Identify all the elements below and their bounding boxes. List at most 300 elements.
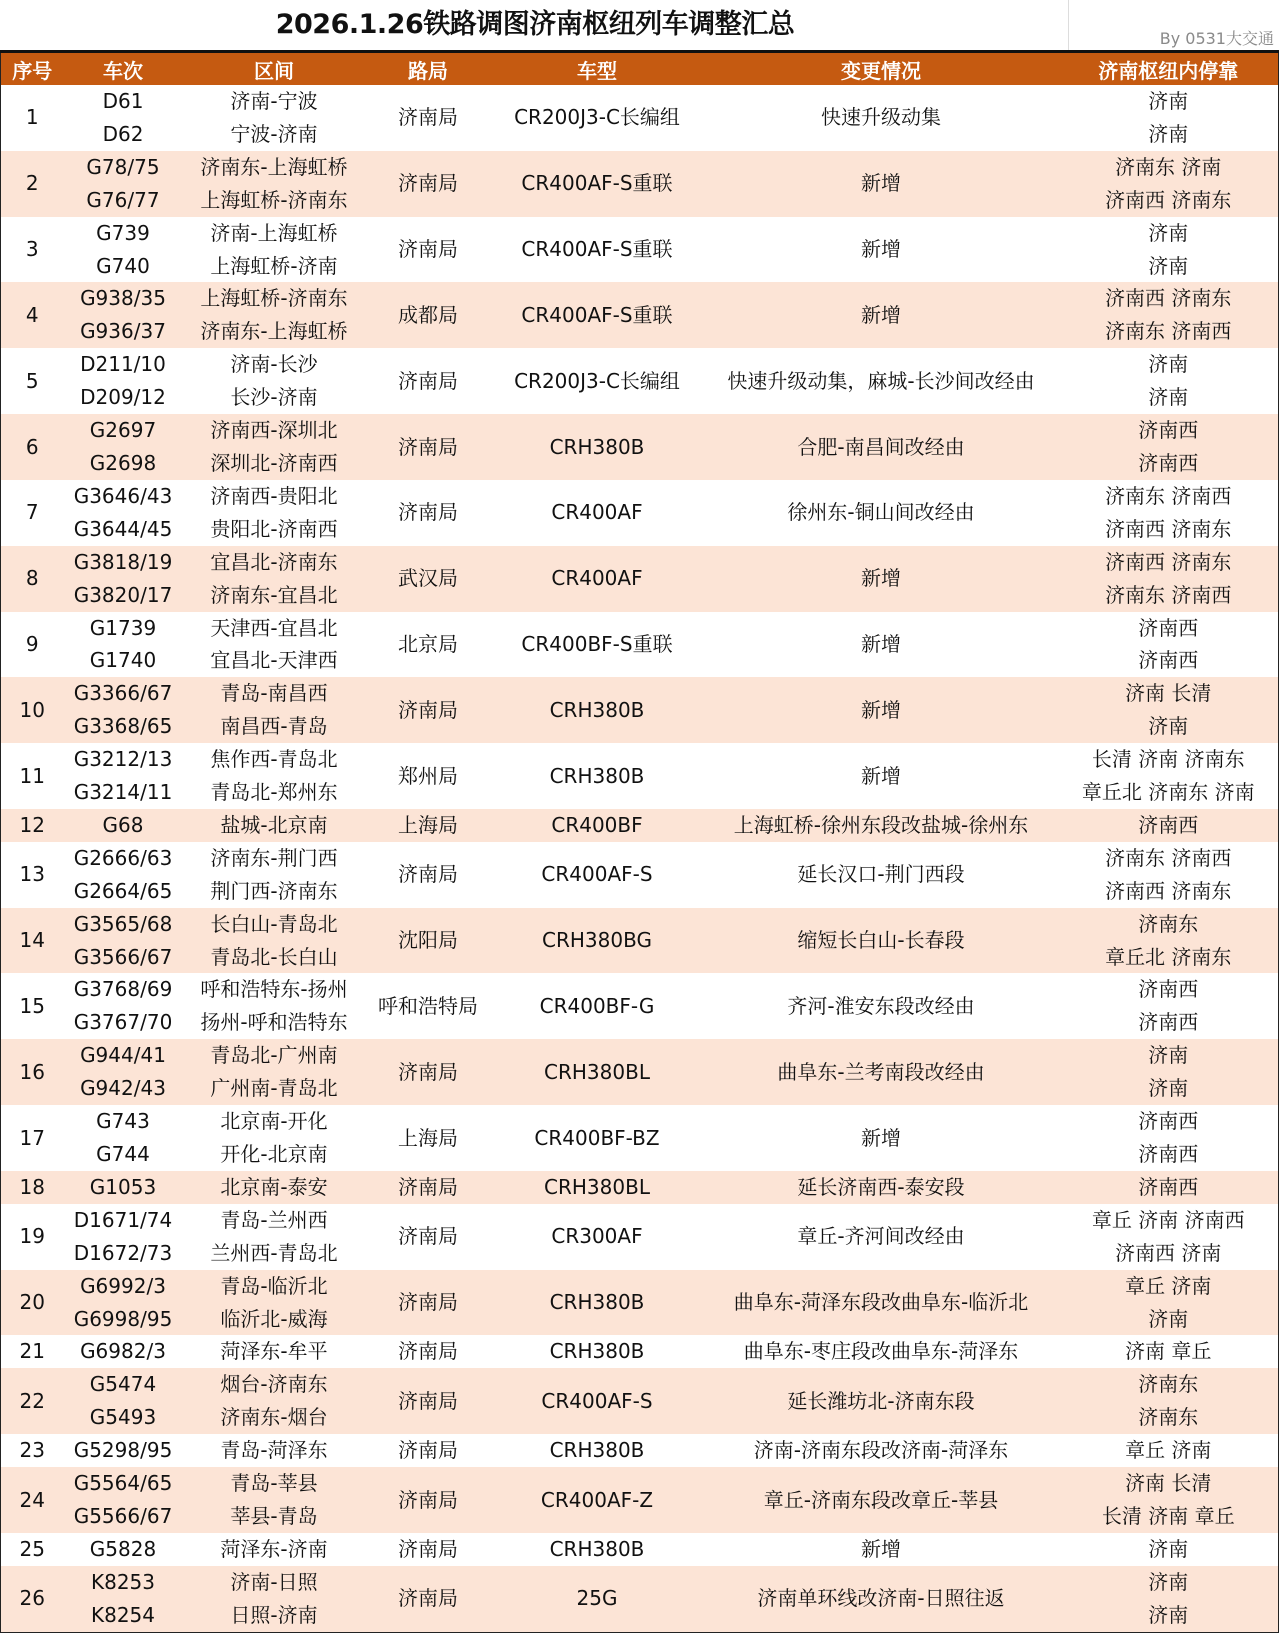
route-sections-line: 济南-上海虹桥 <box>210 220 338 245</box>
row-number: 7 <box>25 500 39 525</box>
column-header-change: 变更情况 <box>704 52 1059 86</box>
row-number: 15 <box>19 993 45 1018</box>
jinan-stops-line: 济南 <box>1148 121 1189 146</box>
train-numbers-line: G3768/69 <box>73 977 173 1002</box>
jinan-stops <box>1059 151 1279 217</box>
train-numbers-line: D209/12 <box>80 385 166 410</box>
train-numbers-line: G1739 <box>89 615 157 640</box>
route-sections <box>183 677 366 743</box>
train-numbers-line: G5566/67 <box>73 1503 173 1528</box>
change-description: 新增 <box>861 1125 901 1150</box>
train-model: CR400BF <box>491 809 704 842</box>
jinan-stops-line: 济南西 <box>1138 615 1199 640</box>
table-row <box>1 908 1279 974</box>
jinan-stops <box>1059 1270 1279 1336</box>
route-sections-line: 上海虹桥-济南东 <box>200 286 348 311</box>
jinan-stops <box>1059 677 1279 743</box>
jinan-stops <box>1059 1039 1279 1105</box>
row-number: 14 <box>1 908 64 974</box>
train-numbers-line: G740 <box>96 253 150 278</box>
route-sections-line: 深圳北-济南西 <box>210 450 338 475</box>
train-numbers-line: G3366/67 <box>73 681 173 706</box>
railway-bureau: 成都局 <box>366 282 491 348</box>
table-row <box>1 1335 1279 1368</box>
route-sections-line: 青岛-菏泽东 <box>220 1438 328 1463</box>
change-description: 上海虹桥-徐州东段改盐城-徐州东 <box>704 809 1059 842</box>
train-model: 25G <box>491 1566 704 1632</box>
route-sections-line: 宜昌北-天津西 <box>210 648 338 673</box>
train-model: CR400AF-S <box>491 1368 704 1434</box>
jinan-stops <box>1059 1467 1279 1533</box>
change-description: 曲阜东-菏泽东段改曲阜东-临沂北 <box>704 1270 1059 1336</box>
train-numbers <box>64 1335 183 1368</box>
route-sections <box>183 1171 366 1204</box>
route-sections-line: 青岛北-郑州东 <box>210 780 338 805</box>
jinan-stops-line: 济南西 济南东 <box>1105 549 1232 574</box>
jinan-stops <box>1059 1533 1279 1566</box>
train-model: CRH380B <box>491 677 704 743</box>
row-number: 6 <box>1 414 64 480</box>
table-row <box>1 973 1279 1039</box>
train-numbers <box>64 677 183 743</box>
jinan-stops <box>1059 612 1279 678</box>
train-numbers-line: D1672/73 <box>73 1240 173 1265</box>
change-description: 章丘-齐河间改经由 <box>797 1224 965 1249</box>
route-sections <box>183 842 366 908</box>
train-numbers-line: G3767/70 <box>73 1010 173 1035</box>
column-header-bureau: 路局 <box>366 52 491 86</box>
route-sections-line: 济南西-深圳北 <box>210 418 338 443</box>
jinan-stops-line: 济南西 济南东 <box>1105 286 1232 311</box>
route-sections <box>183 480 366 546</box>
jinan-stops-line: 济南西 济南东 <box>1105 187 1232 212</box>
train-model: CR400AF-S <box>541 862 653 887</box>
row-number: 11 <box>19 763 45 788</box>
table-row <box>1 1204 1279 1270</box>
route-sections <box>183 1566 366 1632</box>
route-sections-line: 兰州西-青岛北 <box>210 1240 338 1265</box>
table-row <box>1 282 1279 348</box>
table-row <box>1 348 1279 414</box>
route-sections <box>183 1039 366 1105</box>
change-description: 延长济南西-泰安段 <box>704 1171 1059 1204</box>
route-sections <box>183 908 366 974</box>
jinan-stops-line: 济南东 <box>1138 1372 1199 1397</box>
jinan-stops-line: 济南 <box>1148 714 1189 739</box>
train-numbers-line: G3818/19 <box>73 549 173 574</box>
train-model: CR400BF-G <box>539 993 655 1018</box>
table-row <box>1 1533 1279 1566</box>
table-row <box>1 809 1279 842</box>
route-sections-line: 扬州-呼和浩特东 <box>200 1010 348 1035</box>
change-description: 快速升级动集，麻城-长沙间改经由 <box>727 368 1035 393</box>
route-sections-line: 临沂北-威海 <box>220 1306 328 1331</box>
train-numbers <box>64 1533 183 1566</box>
jinan-stops-line: 济南东 济南 <box>1115 154 1222 179</box>
row-number: 22 <box>1 1368 64 1434</box>
train-numbers-line: G3820/17 <box>73 582 173 607</box>
jinan-stops-line: 济南 <box>1148 1306 1189 1331</box>
column-header-stops: 济南枢纽内停靠 <box>1059 52 1279 86</box>
route-sections-line: 广州南-青岛北 <box>210 1076 338 1101</box>
railway-bureau: 济南局 <box>398 105 458 130</box>
train-numbers <box>64 612 183 678</box>
change-description: 快速升级动集 <box>821 105 941 130</box>
train-numbers-line: G68 <box>102 812 144 837</box>
train-numbers <box>64 1467 183 1533</box>
jinan-stops-line: 济南东 济南西 <box>1105 483 1232 508</box>
jinan-stops-line: 长清 济南 济南东 <box>1091 747 1245 772</box>
train-numbers <box>64 908 183 974</box>
railway-bureau: 沈阳局 <box>366 908 491 974</box>
jinan-stops-line: 济南东 <box>1138 1405 1199 1430</box>
route-sections-line: 青岛-南昌西 <box>220 681 328 706</box>
train-model: CR400AF <box>551 500 643 525</box>
railway-bureau: 济南局 <box>366 1270 491 1336</box>
jinan-stops-line: 济南 <box>1148 1602 1189 1627</box>
route-sections-line: 宜昌北-济南东 <box>210 549 338 574</box>
column-header-train: 车次 <box>64 52 183 86</box>
change-description: 新增 <box>704 677 1059 743</box>
change-description: 新增 <box>861 763 901 788</box>
adjustment-table <box>0 50 1279 1633</box>
train-numbers-line: G2664/65 <box>73 878 173 903</box>
train-numbers-line: G3368/65 <box>73 714 173 739</box>
route-sections-line: 开化-北京南 <box>220 1142 328 1166</box>
route-sections <box>183 612 366 678</box>
row-number: 12 <box>1 809 64 842</box>
railway-bureau: 济南局 <box>366 151 491 217</box>
change-description: 曲阜东-兰考南段改经由 <box>704 1039 1059 1105</box>
route-sections-line: 呼和浩特东-扬州 <box>200 977 348 1002</box>
train-numbers-line: G743 <box>96 1109 150 1134</box>
jinan-stops-line: 长清 济南 章丘 <box>1101 1503 1235 1528</box>
jinan-stops <box>1059 1171 1279 1204</box>
railway-bureau: 呼和浩特局 <box>378 993 478 1018</box>
jinan-stops <box>1059 348 1279 414</box>
railway-bureau: 济南局 <box>398 1536 458 1561</box>
train-numbers-line: G2666/63 <box>73 845 173 870</box>
jinan-stops-line: 济南东 济南西 <box>1105 319 1232 344</box>
jinan-stops-line: 章丘 济南 济南西 <box>1091 1207 1245 1232</box>
change-description: 徐州东-铜山间改经由 <box>787 500 975 525</box>
row-number: 13 <box>19 862 45 887</box>
jinan-stops-line: 济南西 <box>1138 1174 1199 1199</box>
route-sections-line: 北京南-开化 <box>220 1109 328 1134</box>
train-numbers-line: G2698 <box>89 450 157 475</box>
route-sections <box>183 1204 366 1270</box>
train-numbers <box>64 743 183 809</box>
credit-text: By 0531大交通 <box>1159 29 1274 48</box>
jinan-stops-line: 济南西 <box>1138 418 1199 443</box>
train-model: CRH380BG <box>491 908 704 974</box>
train-numbers-line: G942/43 <box>80 1076 166 1101</box>
route-sections-line: 青岛-莘县 <box>230 1471 318 1496</box>
jinan-stops-line: 济南 章丘 <box>1125 1339 1212 1364</box>
jinan-stops <box>1059 414 1279 480</box>
train-model: CRH380B <box>549 1438 645 1463</box>
train-numbers <box>64 85 183 151</box>
jinan-stops-line: 章丘北 济南东 <box>1105 944 1232 969</box>
train-numbers <box>64 809 183 842</box>
table-row <box>1 480 1279 546</box>
railway-bureau: 济南局 <box>398 1224 458 1249</box>
jinan-stops-line: 济南西 <box>1138 1142 1199 1166</box>
train-numbers-line: G6992/3 <box>80 1273 166 1298</box>
jinan-stops-line: 济南 <box>1148 1569 1189 1594</box>
train-numbers-line: G5474 <box>89 1372 157 1397</box>
train-model: CRH380B <box>491 1270 704 1336</box>
row-number: 1 <box>25 105 39 130</box>
change-description: 新增 <box>704 151 1059 217</box>
jinan-stops <box>1059 1434 1279 1467</box>
row-number: 24 <box>1 1467 64 1533</box>
jinan-stops-line: 济南 <box>1148 220 1189 245</box>
train-numbers <box>64 480 183 546</box>
train-numbers-line: K8253 <box>90 1569 155 1594</box>
jinan-stops-line: 济南 <box>1148 1536 1189 1561</box>
row-number: 8 <box>1 546 64 612</box>
route-sections-line: 北京南-泰安 <box>220 1174 328 1199</box>
train-numbers <box>64 1270 183 1336</box>
route-sections <box>183 1467 366 1533</box>
route-sections-line: 荆门西-济南东 <box>210 878 338 903</box>
route-sections-line: 济南-日照 <box>230 1569 318 1594</box>
table-row <box>1 1368 1279 1434</box>
railway-bureau: 济南局 <box>366 414 491 480</box>
railway-bureau: 北京局 <box>398 631 458 656</box>
jinan-stops-line: 济南西 济南 <box>1115 1240 1222 1265</box>
change-description: 延长潍坊北-济南东段 <box>704 1368 1059 1434</box>
table-row <box>1 677 1279 743</box>
route-sections <box>183 973 366 1039</box>
jinan-stops-line: 济南西 济南东 <box>1105 878 1232 903</box>
train-numbers-line: G3646/43 <box>73 483 173 508</box>
train-numbers <box>64 282 183 348</box>
railway-bureau: 上海局 <box>398 1125 458 1150</box>
train-model: CRH380B <box>549 763 645 788</box>
railway-bureau: 济南局 <box>366 1467 491 1533</box>
column-header-model: 车型 <box>491 52 704 86</box>
train-model: CRH380B <box>549 1339 645 1364</box>
jinan-stops <box>1059 1204 1279 1270</box>
route-sections <box>183 85 366 151</box>
route-sections <box>183 217 366 283</box>
route-sections-line: 济南-长沙 <box>230 352 318 377</box>
train-model: CR400AF-S重联 <box>491 282 704 348</box>
route-sections-line: 贵阳北-济南西 <box>210 516 338 541</box>
railway-bureau: 济南局 <box>366 1566 491 1632</box>
table-row <box>1 1467 1279 1533</box>
railway-bureau: 济南局 <box>398 1438 458 1463</box>
table-row <box>1 1566 1279 1632</box>
route-sections-line: 济南东-上海虹桥 <box>200 154 348 179</box>
change-description: 济南单环线改济南-日照往返 <box>704 1566 1059 1632</box>
railway-bureau: 济南局 <box>366 1368 491 1434</box>
train-numbers-line: G739 <box>96 220 150 245</box>
row-number: 2 <box>1 151 64 217</box>
train-numbers-line: G5493 <box>89 1405 157 1430</box>
train-numbers <box>64 1105 183 1171</box>
train-model: CRH380BL <box>491 1039 704 1105</box>
train-numbers <box>64 1368 183 1434</box>
train-numbers <box>64 842 183 908</box>
railway-bureau: 济南局 <box>366 1171 491 1204</box>
row-number: 19 <box>19 1224 45 1249</box>
route-sections-line: 长沙-济南 <box>230 385 318 410</box>
jinan-stops-line: 济南西 <box>1138 1010 1199 1035</box>
jinan-stops <box>1059 480 1279 546</box>
route-sections-line: 济南东-宜昌北 <box>210 582 338 607</box>
route-sections-line: 济南-宁波 <box>230 89 318 113</box>
jinan-stops <box>1059 1566 1279 1632</box>
train-numbers-line: G3565/68 <box>73 911 173 936</box>
table-row <box>1 85 1279 151</box>
train-numbers-line: G2697 <box>89 418 157 443</box>
train-model: CR200J3-C长编组 <box>514 368 680 393</box>
row-number: 26 <box>1 1566 64 1632</box>
jinan-stops <box>1059 842 1279 908</box>
route-sections <box>183 1434 366 1467</box>
train-numbers-line: G936/37 <box>80 319 166 344</box>
route-sections-line: 宁波-济南 <box>230 121 318 146</box>
route-sections-line: 菏泽东-牟平 <box>220 1339 328 1364</box>
route-sections <box>183 282 366 348</box>
train-numbers <box>64 1204 183 1270</box>
train-numbers-line: G5828 <box>89 1536 157 1561</box>
train-model: CRH380B <box>491 414 704 480</box>
change-description: 齐河-淮安东段改经由 <box>787 993 975 1018</box>
jinan-stops <box>1059 1335 1279 1368</box>
route-sections-line: 日照-济南 <box>230 1602 318 1627</box>
train-model: CR400AF <box>491 546 704 612</box>
row-number: 17 <box>19 1125 45 1150</box>
railway-bureau: 郑州局 <box>398 763 458 788</box>
row-number: 9 <box>25 631 39 656</box>
table-row <box>1 1171 1279 1204</box>
route-sections-line: 上海虹桥-济南东 <box>200 187 348 212</box>
jinan-stops-line: 济南西 <box>1138 450 1199 475</box>
row-number: 16 <box>1 1039 64 1105</box>
jinan-stops <box>1059 546 1279 612</box>
jinan-stops <box>1059 973 1279 1039</box>
jinan-stops <box>1059 217 1279 283</box>
railway-bureau: 济南局 <box>366 1039 491 1105</box>
row-number: 3 <box>25 237 39 262</box>
change-description: 济南-济南东段改济南-菏泽东 <box>753 1438 1009 1463</box>
row-number: 5 <box>25 368 39 393</box>
row-number: 20 <box>1 1270 64 1336</box>
table-row <box>1 1105 1279 1171</box>
route-sections-line: 菏泽东-济南 <box>220 1536 328 1561</box>
train-numbers <box>64 1171 183 1204</box>
route-sections-line: 焦作西-青岛北 <box>210 747 338 772</box>
divider <box>1068 0 1069 50</box>
railway-bureau: 济南局 <box>398 862 458 887</box>
train-numbers <box>64 348 183 414</box>
train-numbers-line: G1053 <box>89 1174 157 1199</box>
train-numbers <box>64 1434 183 1467</box>
route-sections-line: 上海虹桥-济南 <box>210 253 338 278</box>
train-numbers-line: G3566/67 <box>73 944 173 969</box>
jinan-stops <box>1059 282 1279 348</box>
jinan-stops-line: 济南西 济南东 <box>1105 516 1232 541</box>
jinan-stops-line: 济南东 <box>1138 911 1199 936</box>
train-numbers-line: G744 <box>96 1142 150 1166</box>
jinan-stops-line: 济南西 <box>1138 977 1199 1002</box>
train-numbers <box>64 1566 183 1632</box>
railway-bureau: 上海局 <box>366 809 491 842</box>
table-row <box>1 842 1279 908</box>
route-sections <box>183 1105 366 1171</box>
route-sections-line: 莘县-青岛 <box>230 1503 318 1528</box>
train-numbers-line: G944/41 <box>80 1043 166 1068</box>
table-row <box>1 546 1279 612</box>
row-number: 18 <box>1 1171 64 1204</box>
route-sections-line: 济南东-烟台 <box>220 1405 328 1430</box>
railway-bureau: 济南局 <box>398 237 458 262</box>
train-model: CR400AF-S重联 <box>491 151 704 217</box>
train-numbers-line: K8254 <box>90 1602 155 1627</box>
route-sections-line: 青岛北-广州南 <box>210 1043 338 1068</box>
jinan-stops <box>1059 809 1279 842</box>
table-row <box>1 414 1279 480</box>
train-numbers-line: G6998/95 <box>73 1306 173 1331</box>
row-number: 21 <box>19 1339 45 1364</box>
train-numbers-line: G78/75 <box>86 154 160 179</box>
train-numbers-line: G1740 <box>89 648 157 673</box>
jinan-stops-line: 济南西 <box>1138 648 1199 673</box>
jinan-stops-line: 济南西 <box>1138 812 1199 837</box>
jinan-stops-line: 济南 长清 <box>1125 681 1212 706</box>
train-model: CR400AF-Z <box>491 1467 704 1533</box>
table-row <box>1 1434 1279 1467</box>
row-number: 23 <box>19 1438 45 1463</box>
railway-bureau: 济南局 <box>398 368 458 393</box>
table-header-row <box>1 52 1279 86</box>
train-numbers-line: G938/35 <box>80 286 166 311</box>
change-description: 新增 <box>861 237 901 262</box>
route-sections-line: 济南东-荆门西 <box>210 845 338 870</box>
route-sections-line: 南昌西-青岛 <box>220 714 328 739</box>
change-description: 章丘-济南东段改章丘-莘县 <box>704 1467 1059 1533</box>
train-numbers-line: D62 <box>102 121 144 146</box>
route-sections-line: 烟台-济南东 <box>220 1372 328 1397</box>
route-sections-line: 青岛北-长白山 <box>210 944 338 969</box>
table-row <box>1 612 1279 678</box>
train-numbers <box>64 546 183 612</box>
route-sections <box>183 1533 366 1566</box>
row-number: 4 <box>1 282 64 348</box>
train-numbers-line: G76/77 <box>86 187 160 212</box>
train-numbers-line: D1671/74 <box>73 1207 173 1232</box>
route-sections-line: 盐城-北京南 <box>220 812 328 837</box>
table-row <box>1 1270 1279 1336</box>
route-sections <box>183 1368 366 1434</box>
jinan-stops-line: 济南东 济南西 <box>1105 582 1232 607</box>
change-description: 新增 <box>704 282 1059 348</box>
jinan-stops-line: 济南 <box>1148 1076 1189 1101</box>
railway-bureau: 济南局 <box>398 500 458 525</box>
route-sections <box>183 546 366 612</box>
route-sections <box>183 1335 366 1368</box>
row-number: 10 <box>1 677 64 743</box>
jinan-stops <box>1059 1105 1279 1171</box>
railway-bureau: 济南局 <box>398 1339 458 1364</box>
train-numbers-line: G5298/95 <box>73 1438 173 1463</box>
jinan-stops <box>1059 908 1279 974</box>
jinan-stops <box>1059 1368 1279 1434</box>
